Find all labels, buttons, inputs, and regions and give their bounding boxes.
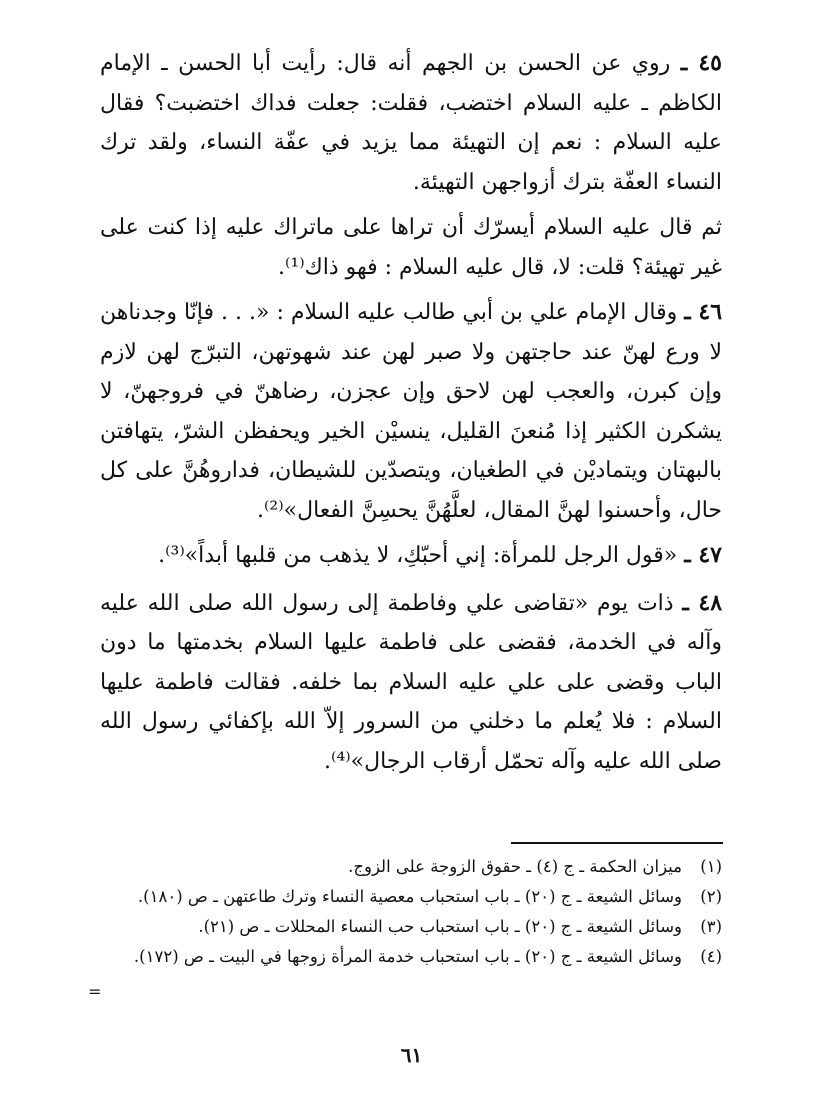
- paragraph-46: [100, 293, 722, 530]
- paragraph-text: «قول الرجل للمرأة: إني أحبّكِ، لا يذهب من قلبها أبداً»⁽³⁾.: [158, 543, 678, 568]
- footnote-text: وسائل الشيعة ـ ج (٢٠) ـ باب استحباب حب النساء المحللات ـ ص (٢١).: [198, 917, 682, 936]
- continuation-mark: =: [88, 982, 102, 1001]
- paragraph-number: ٤٧ ـ: [684, 542, 722, 568]
- paragraph-text: وقال الإمام علي بن أبي طالب عليه السلام : «. . . فإنّا وجدناهن لا ورع لهنّ عند حاجتهن ولا صبر لهن عند شهوتهن، التبرّج لهن لازم وإن كبرن، والعجب لهن لاحق وإن عجزن، رضاهنّ في فروجهنّ، لا يشكرن الكثير إذا مُنعنَ القليل، ينسيْن الخير ويحفظن الشرّ، يتهافتن بالبهتان ويتماديْن في الطغيان، ويتصدّين للشيطان، فداروهُنَّ على كل حال، وأحسنوا لهنَّ المقال، لعلَّهُنَّ يحسِنَّ الفعال»⁽²⁾.: [100, 300, 722, 523]
- footnotes: [100, 852, 722, 972]
- paragraph-number: ٤٨ ـ: [682, 589, 723, 616]
- paragraph-text: روي عن الحسن بن الجهم أنه قال: رأيت أبا الحسن ـ الإمام الكاظم ـ عليه السلام اختضب، فقلت: جعلت فداك اختضبت؟ فقال عليه السلام : نعم إن التهيئة مما يزيد في عفّة النساء، ولقد ترك النساء العفّة بترك أزواجهن التهيئة.: [100, 51, 722, 195]
- paragraph-45-continued: [100, 208, 722, 287]
- footnote-number: (٢): [700, 887, 722, 906]
- paragraph-number: ٤٥ ـ: [680, 50, 722, 76]
- page-number: ٦١: [400, 1043, 423, 1067]
- footnote-text: وسائل الشيعة ـ ج (٢٠) ـ باب استحباب معصية النساء وترك طاعتهن ـ ص (١٨٠).: [137, 887, 682, 906]
- footnote-item: [100, 942, 722, 972]
- footnote-separator: [511, 842, 723, 844]
- footnote-number: (٤): [700, 947, 722, 966]
- main-text: [100, 44, 722, 781]
- footnote-item: [100, 852, 722, 882]
- paragraph-47: [100, 536, 722, 576]
- footnote-number: (١): [700, 857, 722, 876]
- paragraph-text: ثم قال عليه السلام أيسرّك أن تراها على ماتراك عليه إذا كنت على غير تهيئة؟ قلت: لا، قال عليه السلام : فهو ذاك⁽¹⁾.: [100, 215, 722, 280]
- footnote-number: (٣): [700, 917, 722, 936]
- paragraph-text: ذات يوم «تقاضى علي وفاطمة إلى رسول الله صلى الله عليه وآله في الخدمة، فقضى على فاطمة عليها السلام بخدمتها ما دون الباب وقضى على علي عليه السلام بما خلفه. فقالت فاطمة عليها السلام : فلا يُعلم ما دخلني من السرور إلاّ الله بإكفائي رسول الله صلى الله عليه وآله تحمّل أرقاب الرجال»⁽⁴⁾.: [100, 590, 722, 774]
- footnote-text: وسائل الشيعة ـ ج (٢٠) ـ باب استحباب خدمة المرأة زوجها في البيت ـ ص (١٧٢).: [133, 947, 682, 966]
- footnote-item: [100, 882, 722, 912]
- paragraph-45: [100, 44, 722, 202]
- paragraph-number: ٤٦ ـ: [684, 299, 723, 325]
- paragraph-48: [100, 584, 722, 782]
- footnote-text: ميزان الحكمة ـ ج (٤) ـ حقوق الزوجة على الزوج.: [348, 857, 682, 876]
- footnote-item: [100, 912, 722, 942]
